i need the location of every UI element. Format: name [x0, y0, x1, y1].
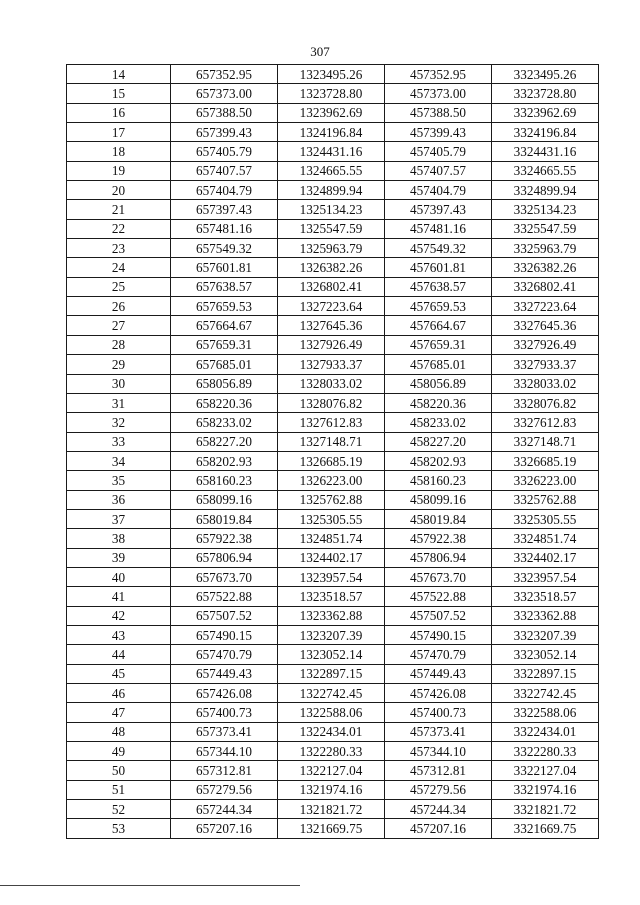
x2-cell: 457673.70: [385, 567, 492, 586]
x1-cell: 658056.89: [171, 374, 278, 393]
table-row: [67, 587, 599, 606]
x1-cell: 657407.57: [171, 161, 278, 180]
x1-cell: 657470.79: [171, 645, 278, 664]
x1-cell: 657388.50: [171, 103, 278, 122]
y2-cell: 3327223.64: [492, 297, 599, 316]
table-row: [67, 297, 599, 316]
x1-cell: 657344.10: [171, 742, 278, 761]
x2-cell: 457400.73: [385, 703, 492, 722]
y2-cell: 3327926.49: [492, 335, 599, 354]
y2-cell: 3321669.75: [492, 819, 599, 838]
y2-cell: 3323728.80: [492, 84, 599, 103]
point-number-cell: 51: [67, 780, 171, 799]
table-row: [67, 451, 599, 470]
x2-cell: 458019.84: [385, 509, 492, 528]
x2-cell: 457601.81: [385, 258, 492, 277]
point-number-cell: 17: [67, 123, 171, 142]
x2-cell: 457522.88: [385, 587, 492, 606]
table-row: [67, 606, 599, 625]
point-number-cell: 43: [67, 625, 171, 644]
y1-cell: 1322127.04: [278, 761, 385, 780]
table-row: [67, 219, 599, 238]
y2-cell: 3324665.55: [492, 161, 599, 180]
point-number-cell: 35: [67, 471, 171, 490]
coordinates-table: [66, 64, 599, 839]
x1-cell: 657664.67: [171, 316, 278, 335]
point-number-cell: 47: [67, 703, 171, 722]
point-number-cell: 33: [67, 432, 171, 451]
y2-cell: 3324431.16: [492, 142, 599, 161]
x1-cell: 657244.34: [171, 800, 278, 819]
x1-cell: 657490.15: [171, 625, 278, 644]
point-number-cell: 19: [67, 161, 171, 180]
point-number-cell: 14: [67, 65, 171, 84]
table-row: [67, 780, 599, 799]
x2-cell: 457922.38: [385, 529, 492, 548]
x2-cell: 458227.20: [385, 432, 492, 451]
table-row: [67, 722, 599, 741]
x2-cell: 457373.00: [385, 84, 492, 103]
x2-cell: 457664.67: [385, 316, 492, 335]
table-row: [67, 65, 599, 84]
point-number-cell: 48: [67, 722, 171, 741]
table-row: [67, 645, 599, 664]
point-number-cell: 34: [67, 451, 171, 470]
table-row: [67, 432, 599, 451]
y1-cell: 1325762.88: [278, 490, 385, 509]
table-row: [67, 413, 599, 432]
x2-cell: 457449.43: [385, 664, 492, 683]
x2-cell: 457207.16: [385, 819, 492, 838]
x2-cell: 457407.57: [385, 161, 492, 180]
y2-cell: 3323962.69: [492, 103, 599, 122]
y1-cell: 1326223.00: [278, 471, 385, 490]
x1-cell: 657404.79: [171, 181, 278, 200]
y2-cell: 3324899.94: [492, 181, 599, 200]
point-number-cell: 30: [67, 374, 171, 393]
point-number-cell: 50: [67, 761, 171, 780]
x1-cell: 657685.01: [171, 355, 278, 374]
table-row: [67, 335, 599, 354]
x2-cell: 457549.32: [385, 239, 492, 258]
y2-cell: 3323207.39: [492, 625, 599, 644]
table-row: [67, 84, 599, 103]
x1-cell: 657481.16: [171, 219, 278, 238]
x1-cell: 657601.81: [171, 258, 278, 277]
x2-cell: 458056.89: [385, 374, 492, 393]
point-number-cell: 22: [67, 219, 171, 238]
point-number-cell: 21: [67, 200, 171, 219]
point-number-cell: 24: [67, 258, 171, 277]
x1-cell: 657405.79: [171, 142, 278, 161]
y1-cell: 1323962.69: [278, 103, 385, 122]
point-number-cell: 25: [67, 277, 171, 296]
table-row: [67, 161, 599, 180]
table-row: [67, 258, 599, 277]
table-row: [67, 567, 599, 586]
x2-cell: 457426.08: [385, 684, 492, 703]
x2-cell: 457344.10: [385, 742, 492, 761]
x2-cell: 457405.79: [385, 142, 492, 161]
y1-cell: 1323495.26: [278, 65, 385, 84]
y2-cell: 3327612.83: [492, 413, 599, 432]
y1-cell: 1322897.15: [278, 664, 385, 683]
point-number-cell: 37: [67, 509, 171, 528]
x1-cell: 657400.73: [171, 703, 278, 722]
y1-cell: 1327612.83: [278, 413, 385, 432]
y2-cell: 3324851.74: [492, 529, 599, 548]
y1-cell: 1322588.06: [278, 703, 385, 722]
y1-cell: 1321974.16: [278, 780, 385, 799]
point-number-cell: 16: [67, 103, 171, 122]
y1-cell: 1324665.55: [278, 161, 385, 180]
y1-cell: 1327223.64: [278, 297, 385, 316]
x2-cell: 457279.56: [385, 780, 492, 799]
y2-cell: 3323495.26: [492, 65, 599, 84]
y1-cell: 1324851.74: [278, 529, 385, 548]
y1-cell: 1321821.72: [278, 800, 385, 819]
point-number-cell: 40: [67, 567, 171, 586]
x2-cell: 458220.36: [385, 393, 492, 412]
table-row: [67, 548, 599, 567]
y1-cell: 1323362.88: [278, 606, 385, 625]
y1-cell: 1326382.26: [278, 258, 385, 277]
point-number-cell: 53: [67, 819, 171, 838]
x2-cell: 457481.16: [385, 219, 492, 238]
y2-cell: 3325134.23: [492, 200, 599, 219]
x2-cell: 457399.43: [385, 123, 492, 142]
x2-cell: 457397.43: [385, 200, 492, 219]
x2-cell: 458233.02: [385, 413, 492, 432]
y2-cell: 3325762.88: [492, 490, 599, 509]
x1-cell: 657638.57: [171, 277, 278, 296]
point-number-cell: 28: [67, 335, 171, 354]
y2-cell: 3324196.84: [492, 123, 599, 142]
y2-cell: 3327933.37: [492, 355, 599, 374]
y2-cell: 3324402.17: [492, 548, 599, 567]
y2-cell: 3326685.19: [492, 451, 599, 470]
table-row: [67, 181, 599, 200]
table-row: [67, 123, 599, 142]
y2-cell: 3322434.01: [492, 722, 599, 741]
point-number-cell: 26: [67, 297, 171, 316]
table-row: [67, 316, 599, 335]
x1-cell: 657312.81: [171, 761, 278, 780]
y2-cell: 3326223.00: [492, 471, 599, 490]
page-number: 307: [310, 44, 330, 59]
x2-cell: 457312.81: [385, 761, 492, 780]
x1-cell: 657522.88: [171, 587, 278, 606]
x1-cell: 658160.23: [171, 471, 278, 490]
y2-cell: 3325305.55: [492, 509, 599, 528]
table-row: [67, 490, 599, 509]
table-row: [67, 374, 599, 393]
x2-cell: 457638.57: [385, 277, 492, 296]
point-number-cell: 36: [67, 490, 171, 509]
x2-cell: 458099.16: [385, 490, 492, 509]
y1-cell: 1322742.45: [278, 684, 385, 703]
y1-cell: 1328076.82: [278, 393, 385, 412]
table-row: [67, 509, 599, 528]
y1-cell: 1325547.59: [278, 219, 385, 238]
point-number-cell: 52: [67, 800, 171, 819]
x1-cell: 657659.53: [171, 297, 278, 316]
x2-cell: 457806.94: [385, 548, 492, 567]
y2-cell: 3325547.59: [492, 219, 599, 238]
x1-cell: 657449.43: [171, 664, 278, 683]
x2-cell: 458202.93: [385, 451, 492, 470]
y2-cell: 3322127.04: [492, 761, 599, 780]
y2-cell: 3322588.06: [492, 703, 599, 722]
x1-cell: 657207.16: [171, 819, 278, 838]
x1-cell: 657399.43: [171, 123, 278, 142]
x1-cell: 657279.56: [171, 780, 278, 799]
table-row: [67, 664, 599, 683]
y2-cell: 3323362.88: [492, 606, 599, 625]
x1-cell: 657507.52: [171, 606, 278, 625]
y2-cell: 3328076.82: [492, 393, 599, 412]
y1-cell: 1327148.71: [278, 432, 385, 451]
point-number-cell: 18: [67, 142, 171, 161]
x2-cell: 457388.50: [385, 103, 492, 122]
x2-cell: 457373.41: [385, 722, 492, 741]
table-row: [67, 529, 599, 548]
y1-cell: 1323957.54: [278, 567, 385, 586]
x2-cell: 457659.53: [385, 297, 492, 316]
y1-cell: 1326685.19: [278, 451, 385, 470]
x1-cell: 657673.70: [171, 567, 278, 586]
y1-cell: 1327926.49: [278, 335, 385, 354]
table-row: [67, 277, 599, 296]
table-row: [67, 200, 599, 219]
y2-cell: 3327645.36: [492, 316, 599, 335]
x1-cell: 658099.16: [171, 490, 278, 509]
y2-cell: 3322742.45: [492, 684, 599, 703]
point-number-cell: 23: [67, 239, 171, 258]
y1-cell: 1325134.23: [278, 200, 385, 219]
y2-cell: 3322897.15: [492, 664, 599, 683]
y2-cell: 3321974.16: [492, 780, 599, 799]
y2-cell: 3326802.41: [492, 277, 599, 296]
y1-cell: 1327933.37: [278, 355, 385, 374]
y2-cell: 3327148.71: [492, 432, 599, 451]
y1-cell: 1324402.17: [278, 548, 385, 567]
table-row: [67, 355, 599, 374]
footnote-rule: [0, 885, 300, 886]
y1-cell: 1321669.75: [278, 819, 385, 838]
point-number-cell: 46: [67, 684, 171, 703]
point-number-cell: 15: [67, 84, 171, 103]
x2-cell: 457244.34: [385, 800, 492, 819]
y2-cell: 3326382.26: [492, 258, 599, 277]
x2-cell: 457659.31: [385, 335, 492, 354]
point-number-cell: 20: [67, 181, 171, 200]
y2-cell: 3325963.79: [492, 239, 599, 258]
point-number-cell: 39: [67, 548, 171, 567]
x2-cell: 457352.95: [385, 65, 492, 84]
x1-cell: 657659.31: [171, 335, 278, 354]
table-row: [67, 684, 599, 703]
table-row: [67, 761, 599, 780]
x1-cell: 658202.93: [171, 451, 278, 470]
y1-cell: 1327645.36: [278, 316, 385, 335]
y2-cell: 3321821.72: [492, 800, 599, 819]
y1-cell: 1322434.01: [278, 722, 385, 741]
table-row: [67, 703, 599, 722]
x2-cell: 457404.79: [385, 181, 492, 200]
x1-cell: 657397.43: [171, 200, 278, 219]
y1-cell: 1324196.84: [278, 123, 385, 142]
x1-cell: 658227.20: [171, 432, 278, 451]
x1-cell: 657352.95: [171, 65, 278, 84]
x2-cell: 457507.52: [385, 606, 492, 625]
x1-cell: 657549.32: [171, 239, 278, 258]
point-number-cell: 29: [67, 355, 171, 374]
y2-cell: 3328033.02: [492, 374, 599, 393]
table-row: [67, 742, 599, 761]
x2-cell: 458160.23: [385, 471, 492, 490]
point-number-cell: 42: [67, 606, 171, 625]
point-number-cell: 41: [67, 587, 171, 606]
table-row: [67, 142, 599, 161]
table-row: [67, 471, 599, 490]
x1-cell: 657426.08: [171, 684, 278, 703]
point-number-cell: 49: [67, 742, 171, 761]
table-row: [67, 819, 599, 838]
y2-cell: 3323052.14: [492, 645, 599, 664]
x1-cell: 658220.36: [171, 393, 278, 412]
x1-cell: 658019.84: [171, 509, 278, 528]
point-number-cell: 45: [67, 664, 171, 683]
x1-cell: 657373.41: [171, 722, 278, 741]
x1-cell: 657373.00: [171, 84, 278, 103]
y2-cell: 3322280.33: [492, 742, 599, 761]
y1-cell: 1323728.80: [278, 84, 385, 103]
y2-cell: 3323518.57: [492, 587, 599, 606]
y1-cell: 1323518.57: [278, 587, 385, 606]
x1-cell: 658233.02: [171, 413, 278, 432]
table-row: [67, 625, 599, 644]
y1-cell: 1325305.55: [278, 509, 385, 528]
table-row: [67, 239, 599, 258]
y1-cell: 1328033.02: [278, 374, 385, 393]
table-row: [67, 103, 599, 122]
coordinates-table-body: [67, 65, 599, 839]
y1-cell: 1324899.94: [278, 181, 385, 200]
table-row: [67, 393, 599, 412]
x2-cell: 457490.15: [385, 625, 492, 644]
x2-cell: 457470.79: [385, 645, 492, 664]
y1-cell: 1323052.14: [278, 645, 385, 664]
y1-cell: 1322280.33: [278, 742, 385, 761]
x2-cell: 457685.01: [385, 355, 492, 374]
y2-cell: 3323957.54: [492, 567, 599, 586]
point-number-cell: 27: [67, 316, 171, 335]
x1-cell: 657922.38: [171, 529, 278, 548]
point-number-cell: 31: [67, 393, 171, 412]
x1-cell: 657806.94: [171, 548, 278, 567]
point-number-cell: 32: [67, 413, 171, 432]
point-number-cell: 38: [67, 529, 171, 548]
y1-cell: 1323207.39: [278, 625, 385, 644]
y1-cell: 1326802.41: [278, 277, 385, 296]
table-row: [67, 800, 599, 819]
y1-cell: 1325963.79: [278, 239, 385, 258]
point-number-cell: 44: [67, 645, 171, 664]
y1-cell: 1324431.16: [278, 142, 385, 161]
